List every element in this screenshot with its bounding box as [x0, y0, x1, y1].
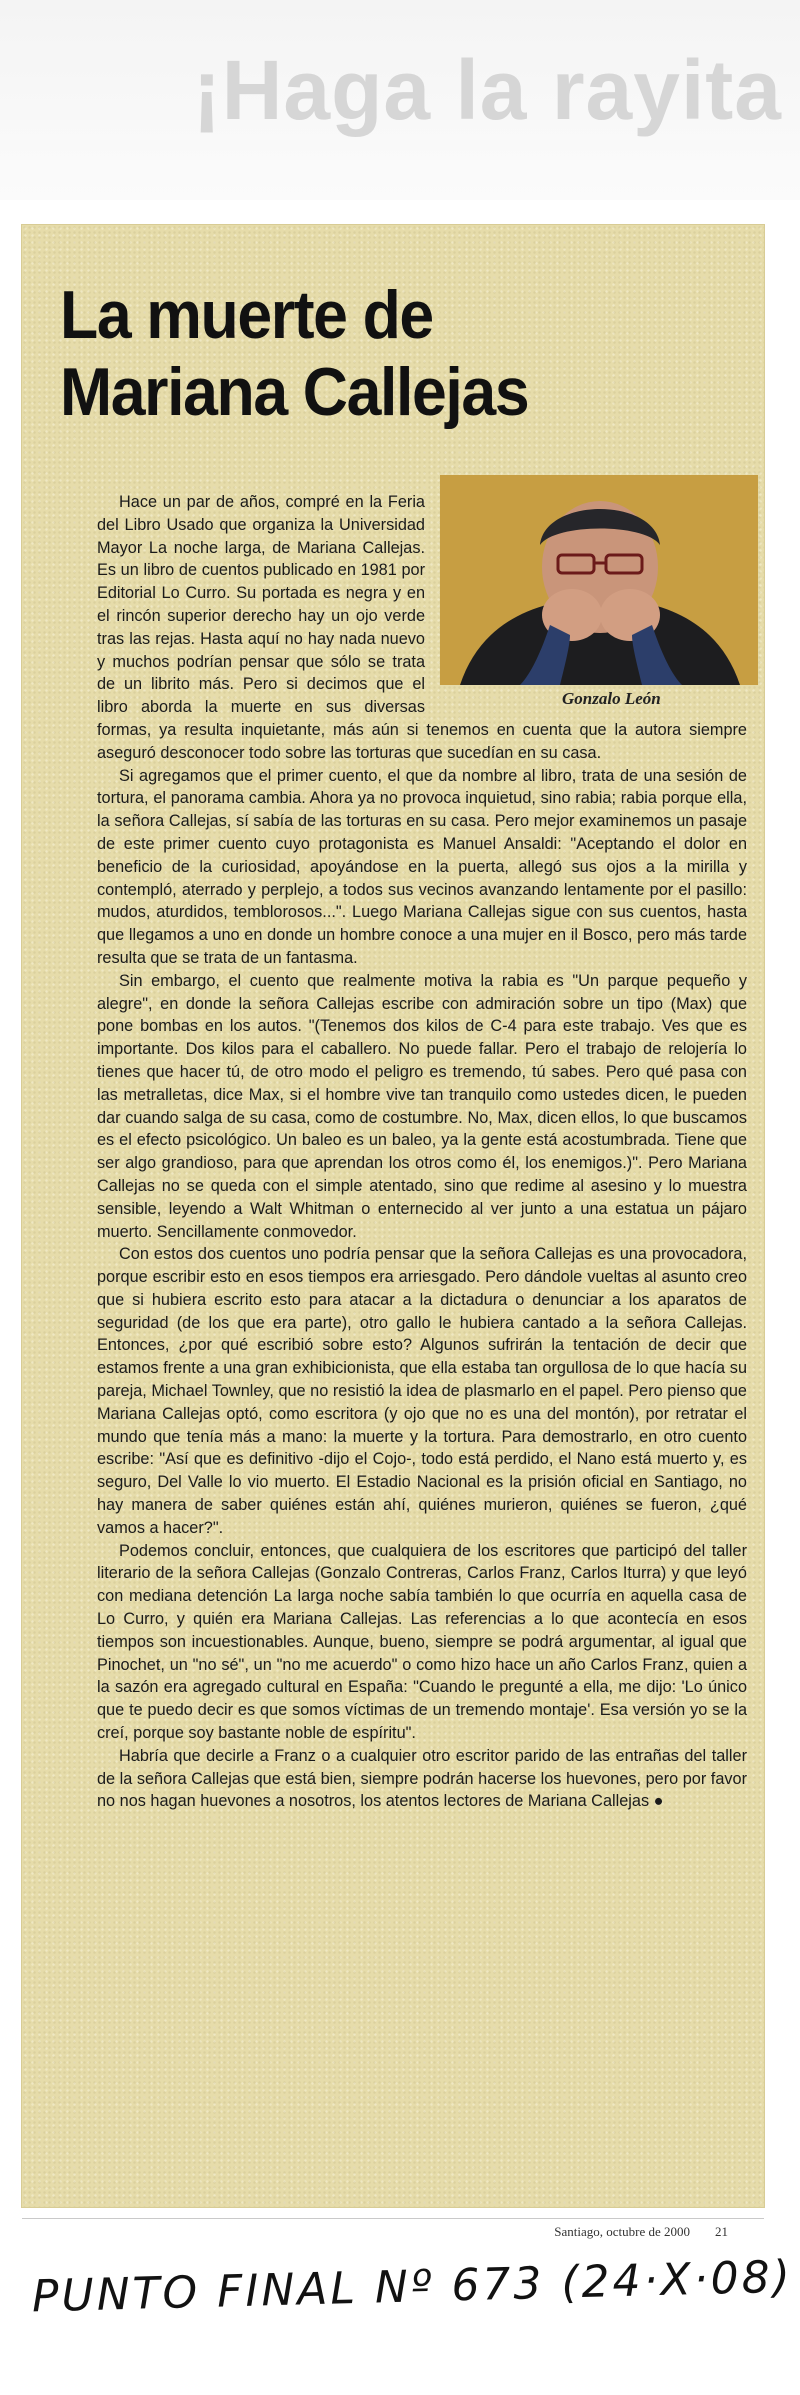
article-paragraph: Si agregamos que el primer cuento, el que da nombre al libro, trata de una sesión de tortura, el panorama cambia. Ahora ya no provoca inquietud, sino rabia; rabia porque ella, la señora Callejas, sí sabía de las torturas en su casa. Pero mejor examinemos un pasaje de este primer cuento cuyo protagonista es Manuel Ansaldi: "Aceptando el dolor en beneficio de la curiosidad, apoyándose en la puerta, allegó sus ojos a la mirilla y contempló, aterrado y perplejo, a todos sus vecinos avanzando lentamente por el pasillo: mudos, aturdidos, temblorosos...". Luego Mariana Callejas sigue con sus cuentos, hasta que llegamos a uno en donde un hombre conoce a una mujer en il Bosco, pero más tarde resulta que se trata de un fantasma.	[97, 766, 747, 967]
page-footer	[0, 2218, 800, 2248]
article-paragraph: Con estos dos cuentos uno podría pensar que la señora Callejas es una provocadora, porque escribir esto en esos tiempos era arriesgado. Pero dándole vueltas al asunto creo que si hubiera escrito esto para atacar a la dictadura o denunciar a los aparatos de seguridad (de los que era parte), otro gallo le hubiera cantado a la señora Callejas. Entonces, ¿por qué escribió sobre esto? Algunos sufrirán la tentación de decir que estamos frente a una gran exhibicionista, que ella estaba tan orgullosa de lo que hacía su pareja, Michael Townley, que no resistió la idea de plasmarlo en el papel. Pero pienso que Mariana Callejas optó, como escritora (y ojo que no es una del montón), por retratar el mundo que tenía más a mano: la muerte y la tortura. Para demostrarlo, en otro cuento escribe: "Así que es definitivo -dijo el Cojo-, todo está perdido, el Nano está muerto y, es seguro, Del Valle lo vio muerto. El Estadio Nacional es la prisión oficial en Santiago, no hay manera de saber quiénes están ahí, quiénes murieron, quiénes se fueron, ¿qué vamos a hacer?".	[97, 1245, 747, 1537]
author-portrait-photo	[440, 475, 758, 685]
article-paragraph: Hace un par de años, compré en la Feria del Libro Usado que organiza la Universidad Mayor La noche larga, de Mariana Callejas. Es un libro de cuentos publicado en 1981 por Editorial Lo Curro. Su portada es negra y en el rincón superior derecho hay un ojo verde tras las rejas. Hasta aquí no hay nada nuevo y muchos podrían pensar que sólo se trata de un librito más. Pero si decimos que el libro aborda la muerte en sus diversas formas, ya resulta inquietante, más aún si tenemos en cuenta que la autora siempre aseguró desconocer todo sobre las torturas que sucedían en su casa.	[97, 493, 747, 762]
article-paragraph: Podemos concluir, entonces, que cualquiera de los escritores que participó del taller literario de la señora Callejas (Gonzalo Contreras, Carlos Franz, Carlos Iturra) y que leyó con mediana detención La larga noche sabía también lo que ocurría en aquella casa de Lo Curro, y quién era Mariana Callejas. Las referencias a lo que acontecía en esos tiempos son incuestionables. Aunque, bueno, siempre se podrá argumentar, al igual que Pinochet, un "no sé", un "no me acuerdo" o como hizo hace un año Carlos Franz, quien a la sazón era agregado cultural en España: "Cuando le pregunté a ella, me dijo: 'Lo único que te puedo decir es que somos víctimas de un tremendo montaje'. Esa versión yo se la creí, porque soy bastante noble de espíritu".	[97, 1541, 747, 1743]
photo-caption: Gonzalo León	[562, 689, 661, 708]
footer-page-number: 21	[715, 2224, 728, 2239]
footer-date: Santiago, octubre de 2000	[554, 2224, 690, 2239]
article-headline: La muerte de Mariana Callejas	[60, 277, 529, 430]
handwritten-source-note: PUNTO FINAL Nº 673 (24·X·08)	[31, 2251, 794, 2323]
previous-page-header	[0, 0, 800, 200]
previous-page-title: ¡Haga la rayita	[192, 43, 782, 137]
article-paragraph: Sin embargo, el cuento que realmente motiva la rabia es "Un parque pequeño y alegre", en donde la señora Callejas escribe con admiración sobre un tipo (Max) que pone bombas en los autos. "(Tenemos dos kilos de C-4 para este trabajo. Ves que es importante. Dos kilos para el caballero. No puede fallar. Pero el trabajo de relojería lo tienes que hacer tú, de otro modo el peligro es tremendo, tú sabes. Pero qué pasa con las metralletas, dice Max, si el hombre vive tan tranquilo como ustedes dicen, le pueden dar cuando salga de su casa, como de costumbre. No, Max, dicen ellos, lo que buscamos es el efecto psicológico. Un baleo es un baleo, ya la gente está acostumbrada. Tiene que ser algo grandioso, para que aprendan los otros como él, los enemigos.)". Pero Mariana Callejas no se queda con el simple atentado, sino que redime al asesino y lo muestra sensible, leyendo a Walt Whitman o enternecido al ver junto a una estatua un pájaro muerto. Sencillamente conmovedor.	[97, 971, 747, 1241]
article-clipping	[22, 225, 764, 2207]
article-paragraph: Habría que decirle a Franz o a cualquier otro escritor parido de las entrañas del taller de la señora Callejas que está bien, siempre podrán hacerse los huevones, pero por favor no nos hagan huevones a nosotros, los atentos lectores de Mariana Callejas ●	[97, 1746, 747, 1811]
portrait-illustration	[440, 475, 758, 685]
footer-divider	[22, 2218, 764, 2219]
